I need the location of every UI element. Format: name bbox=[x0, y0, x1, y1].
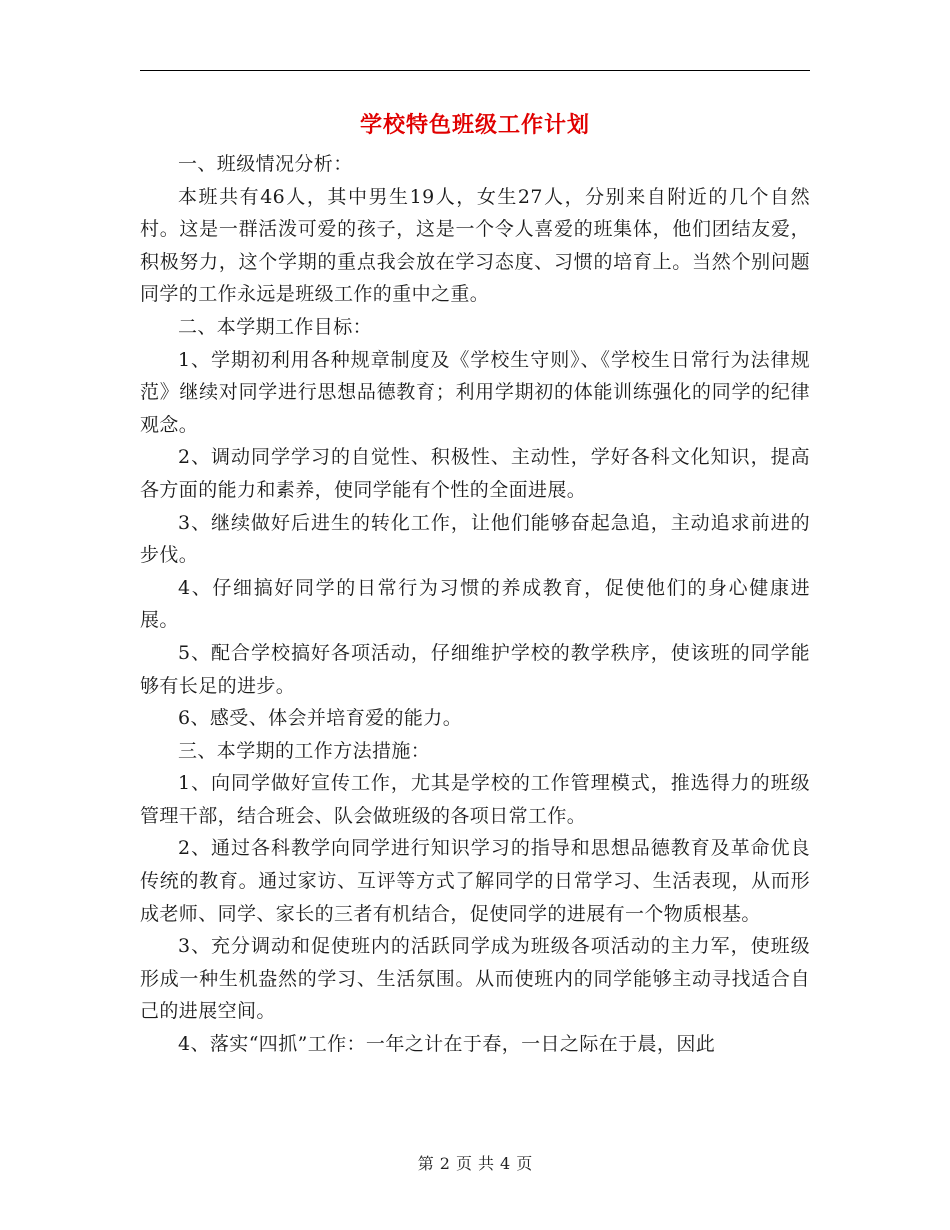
section-heading-1: 一、班级情况分析： bbox=[178, 153, 353, 175]
goal-item-1: 1、学期初利用各种规章制度及《学校生守则》、《学校生日常行为法律规范》继续对同学进行思想品德教育；利用学期初的体能训练强化的同学的纪律观念。 bbox=[140, 348, 810, 436]
goal-item-2: 2、调动同学学习的自觉性、积极性、主动性，学好各科文化知识，提高各方面的能力和素养，使同学能有个性的全面进展。 bbox=[140, 446, 810, 501]
measure-item-1: 1、向同学做好宣传工作，尤其是学校的工作管理模式，推选得力的班级管理干部，结合班会、队会做班级的各项日常工作。 bbox=[140, 772, 810, 827]
footer-current-page: 2 bbox=[439, 1154, 450, 1173]
goal-item-3: 3、继续做好后进生的转化工作，让他们能够奋起急追，主动追求前进的步伐。 bbox=[140, 511, 810, 567]
footer-page-word: 页 bbox=[455, 1154, 472, 1173]
page-footer bbox=[0, 1152, 950, 1176]
paragraph-class-overview: 本班共有46人，其中男生19人，女生27人，分别来自附近的几个自然村。这是一群活泼可爱的孩子，这是一个令人喜爱的班集体，他们团结友爱，积极努力，这个学期的重点我会放在学习态度、习惯的培育上。当然个别问题同学的工作永远是班级工作的重中之重。 bbox=[140, 185, 810, 306]
measure-item-4: 4、落实“四抓”工作：一年之计在于春，一日之际在于晨，因此 bbox=[178, 1033, 716, 1056]
footer-prefix: 第 bbox=[417, 1154, 434, 1173]
footer-total-word: 共 bbox=[478, 1154, 495, 1173]
measure-item-3: 3、充分调动和促使班内的活跃同学成为班级各项活动的主力军，使班级形成一种生机盎然的学习、生活氛围。从而使班内的同学能够主动寻找适合自己的进展空间。 bbox=[140, 935, 810, 1023]
document-body bbox=[140, 148, 810, 1061]
measure-item-2: 2、通过各科教学向同学进行知识学习的指导和思想品德教育及革命优良传统的教育。通过家访、互评等方式了解同学的日常学习、生活表现，从而形成老师、同学、家长的三者有机结合，促使同学的进展有一个物质根基。 bbox=[140, 837, 810, 925]
section-heading-2: 二、本学期工作目标： bbox=[178, 315, 373, 338]
footer-total-pages: 4 bbox=[500, 1154, 511, 1173]
goal-item-5: 5、配合学校搞好各项活动，仔细维护学校的教学秩序，使该班的同学能够有长足的进步。 bbox=[140, 641, 810, 697]
header-rule bbox=[140, 70, 810, 71]
section-heading-3: 三、本学期的工作方法措施： bbox=[178, 739, 431, 762]
document-title: 学校特色班级工作计划 bbox=[359, 112, 590, 138]
goal-item-6: 6、感受、体会并培育爱的能力。 bbox=[178, 707, 463, 730]
footer-suffix: 页 bbox=[516, 1154, 533, 1173]
goal-item-4: 4、仔细搞好同学的日常行为习惯的养成教育，促使他们的身心健康进展。 bbox=[140, 576, 810, 632]
